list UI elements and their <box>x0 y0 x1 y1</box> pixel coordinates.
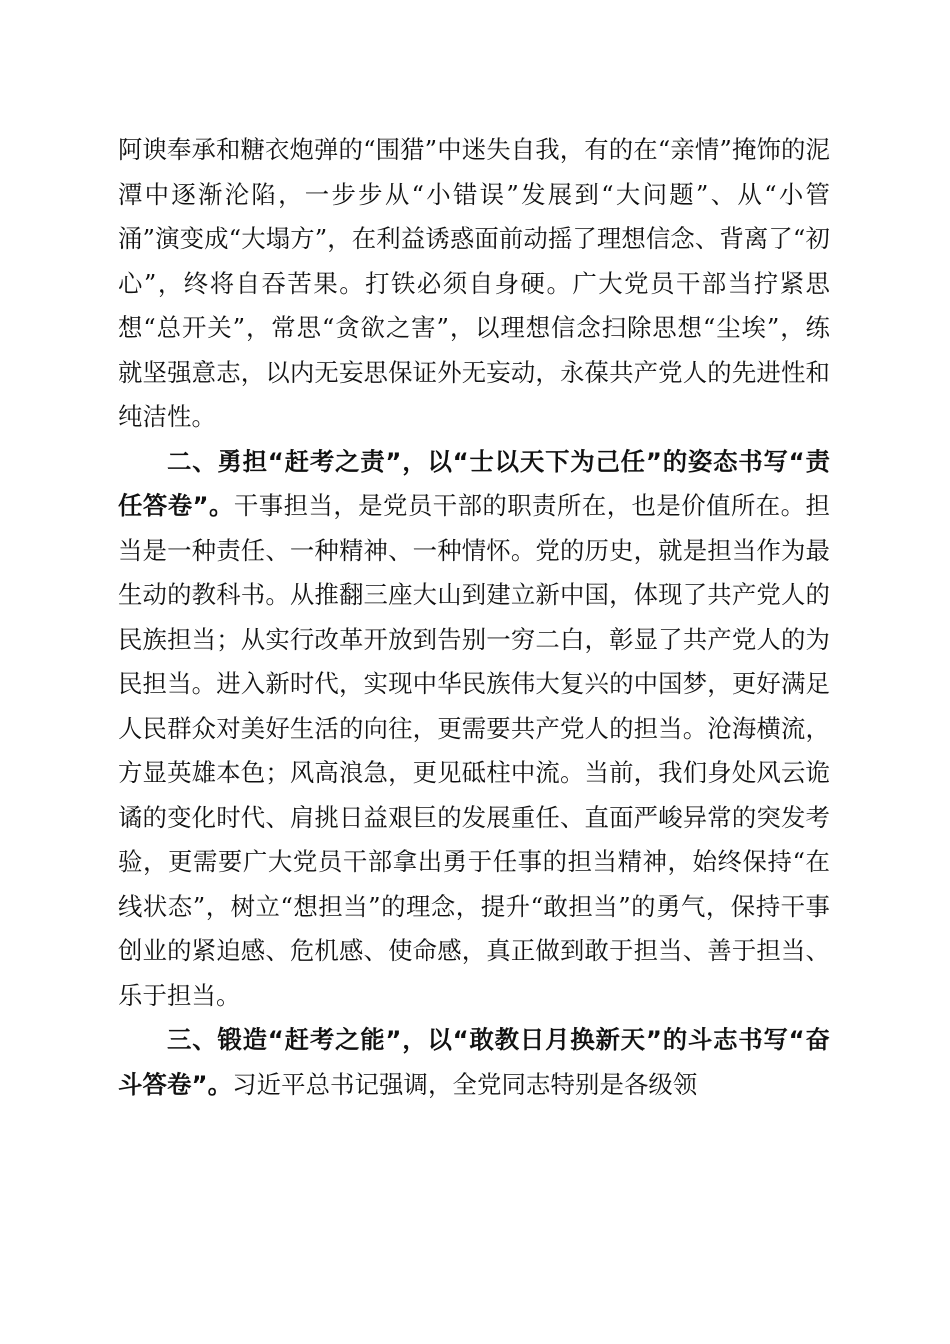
paragraph-section-two <box>118 440 830 1019</box>
section-heading-three: 三、锻造“赶考之能”，以“敢教日月换新天”的斗志书写“奋斗答卷”。 <box>118 1025 830 1099</box>
paragraph-section-three <box>118 1018 830 1107</box>
document-page <box>118 128 830 1107</box>
paragraph-continued <box>118 128 830 440</box>
paragraph-body: 阿谀奉承和糖衣炮弹的“围猎”中迷失自我，有的在“亲情”掩饰的泥潭中逐渐沦陷，一步步从“小错误”发展到“大问题”、从“小管涌”演变成“大塌方”，在利益诱惑面前动摇了理想信念、背离了“初心”，终将自吞苦果。打铁必须自身硬。广大党员干部当拧紧思想“总开关”，常思“贪欲之害”，以理想信念扫除思想“尘埃”，练就坚强意志，以内无妄思保证外无妄动，永葆共产党人的先进性和纯洁性。 <box>118 135 830 431</box>
paragraph-body: 干事担当，是党员干部的职责所在，也是价值所在。担当是一种责任、一种精神、一种情怀。党的历史，就是担当作为最生动的教科书。从推翻三座大山到建立新中国，体现了共产党人的民族担当；从实行改革开放到告别一穷二白，彰显了共产党人的为民担当。进入新时代，实现中华民族伟大复兴的中国梦，更好满足人民群众对美好生活的向往，更需要共产党人的担当。沧海横流，方显英雄本色；风高浪急，更见砥柱中流。当前，我们身处风云诡谲的变化时代、肩挑日益艰巨的发展重任、直面严峻异常的突发考验，更需要广大党员干部拿出勇于任事的担当精神，始终保持“在线状态”，树立“想担当”的理念，提升“敢担当”的勇气，保持干事创业的紧迫感、危机感、使命感，真正做到敢于担当、善于担当、乐于担当。 <box>118 491 830 1010</box>
paragraph-body: 习近平总书记强调，全党同志特别是各级领 <box>232 1069 698 1099</box>
section-heading-two: 二、勇担“赶考之责”，以“士以天下为己任”的姿态书写“责任答卷”。 <box>118 446 830 520</box>
